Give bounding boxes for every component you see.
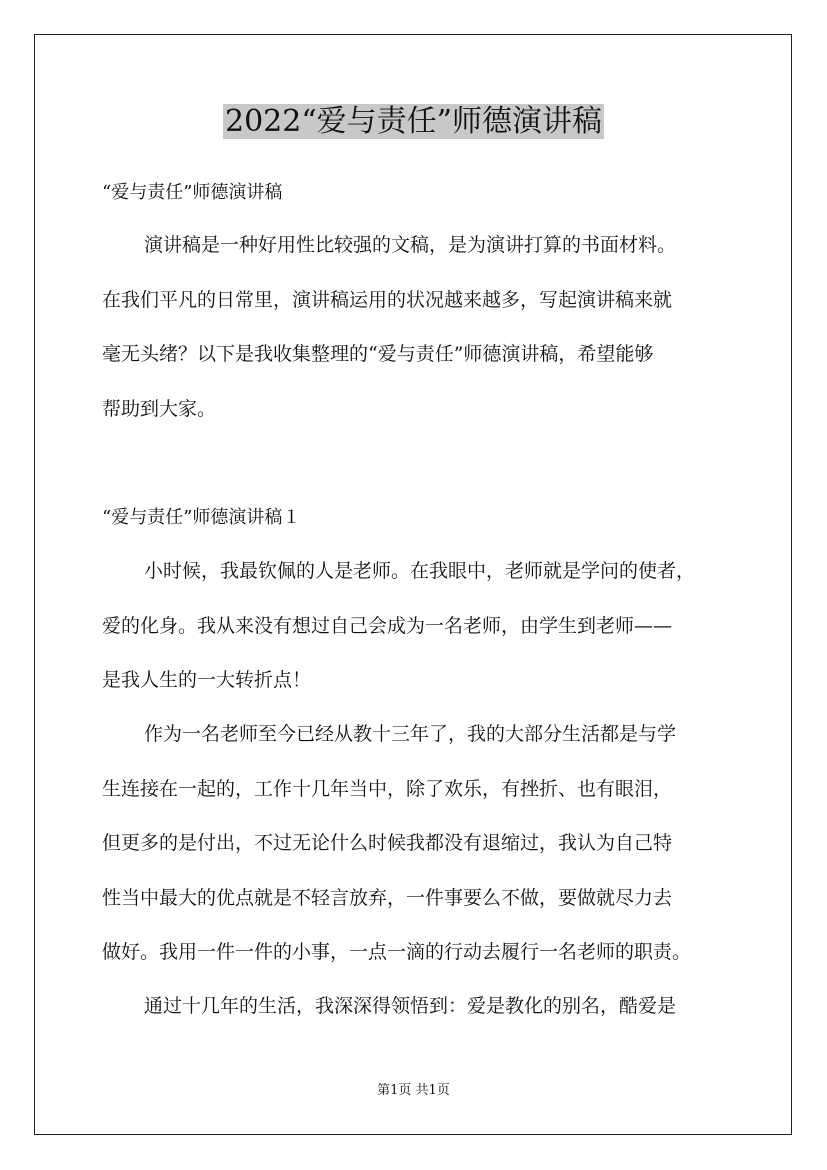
paragraph-line: 做好。我用一件一件的小事，一点一滴的行动去履行一名老师的职责。 [102, 941, 692, 963]
paragraph-3 [102, 991, 742, 1046]
document-subtitle: “爱与责任”师德演讲稿 [102, 182, 283, 203]
paragraph-line: 小时候，我最钦佩的人是老师。在我眼中，老师就是学问的使者， [144, 560, 696, 582]
paragraph-line: 但更多的是付出，不过无论什么时候我都没有退缩过，我认为自己特 [102, 832, 673, 854]
section-heading: “爱与责任”师德演讲稿１ [102, 507, 301, 528]
intro-line: 演讲稿是一种好用性比较强的文稿，是为演讲打算的书面材料。 [144, 234, 677, 256]
paragraph-2 [102, 719, 742, 992]
document-title-text: 2022“爱与责任”师德演讲稿 [224, 104, 603, 139]
intro-line: 在我们平凡的日常里，演讲稿运用的状况越来越多，写起演讲稿来就 [102, 288, 673, 311]
paragraph-line: 爱的化身。我从来没有想过自己会成为一名老师，由学生到老师—— [102, 614, 673, 637]
intro-paragraph [102, 230, 742, 448]
paragraph-line: 生连接在一起的，工作十几年当中，除了欢乐，有挫折、也有眼泪， [102, 777, 673, 800]
paragraph-line: 通过十几年的生活，我深深得领悟到：爱是教化的别名，酷爱是 [144, 995, 677, 1017]
document-title [0, 100, 827, 144]
paragraph-line: 性当中最大的优点就是不轻言放弃，一件事要么不做，要做就尽力去 [102, 886, 673, 909]
page-footer: 第1页 共1页 [377, 1083, 450, 1098]
paragraph-line: 是我人生的一大转折点！ [102, 669, 312, 691]
intro-line: 帮助到大家。 [102, 397, 217, 420]
paragraph-1 [102, 556, 742, 720]
paragraph-line: 作为一名老师至今已经从教十三年了，我的大部分生活都是与学 [144, 723, 677, 745]
intro-line: 毫无头绪？以下是我收集整理的“爱与责任”师德演讲稿，希望能够 [102, 343, 654, 365]
